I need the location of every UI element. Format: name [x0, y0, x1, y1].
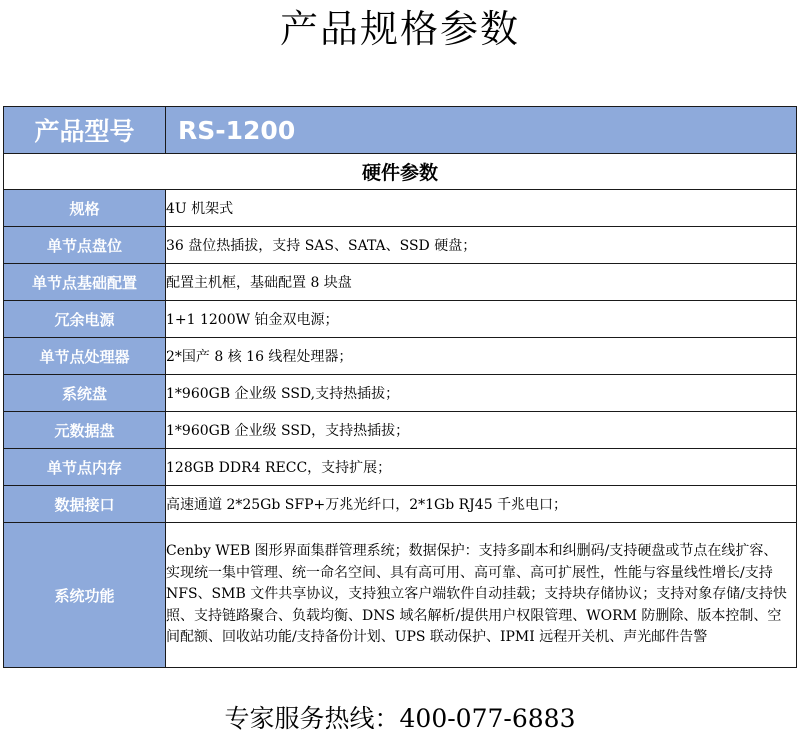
- section-title: 硬件参数: [4, 154, 797, 190]
- model-label: 产品型号: [4, 107, 166, 154]
- spec-label: 系统功能: [4, 523, 166, 668]
- spec-label: 冗余电源: [4, 301, 166, 338]
- spec-value: 配置主机框，基础配置 8 块盘: [166, 264, 797, 301]
- spec-label: 单节点盘位: [4, 227, 166, 264]
- hotline-text: 专家服务热线：400-077-6883: [224, 704, 576, 733]
- spec-label: 数据接口: [4, 486, 166, 523]
- spec-value: Cenby WEB 图形界面集群管理系统；数据保护：支持多副本和纠删码/支持硬盘或节点在线扩容、实现统一集中管理、统一命名空间、具有高可用、高可靠、高可扩展性，性能与容量线性增长/支持 NFS、SMB 文件共享协议，支持独立客户端软件自动挂载；支持块存储协议；支持对象存储/支持快照、支持链路聚合、负载均衡、DNS 域名解析/提供用户权限管理、WORM 防删除、版本控制、空间配额、回收站功能/支持备份计划、UPS 联动保护、IPMI 远程开关机、声光邮件告警: [166, 523, 797, 668]
- spec-row-base-config: [4, 264, 797, 301]
- model-row: [4, 107, 797, 154]
- spec-row-processor: [4, 338, 797, 375]
- spec-label: 单节点处理器: [4, 338, 166, 375]
- spec-value: 高速通道 2*25Gb SFP+万兆光纤口，2*1Gb RJ45 千兆电口；: [166, 486, 797, 523]
- spec-label: 元数据盘: [4, 412, 166, 449]
- spec-value: 1*960GB 企业级 SSD，支持热插拔；: [166, 412, 797, 449]
- spec-row-power-supply: [4, 301, 797, 338]
- model-value: RS-1200: [166, 107, 797, 154]
- page-title: 产品规格参数: [279, 7, 520, 51]
- spec-table: [3, 106, 797, 668]
- spec-row-metadata-disk: [4, 412, 797, 449]
- spec-label: 系统盘: [4, 375, 166, 412]
- spec-row-memory: [4, 449, 797, 486]
- spec-value: 4U 机架式: [166, 190, 797, 227]
- spec-row-drive-bays: [4, 227, 797, 264]
- spec-value: 128GB DDR4 RECC，支持扩展；: [166, 449, 797, 486]
- spec-row-system-disk: [4, 375, 797, 412]
- spec-row-system-features: [4, 523, 797, 668]
- spec-label: 单节点基础配置: [4, 264, 166, 301]
- spec-value: 1+1 1200W 铂金双电源；: [166, 301, 797, 338]
- spec-value: 36 盘位热插拔，支持 SAS、SATA、SSD 硬盘；: [166, 227, 797, 264]
- spec-value: 1*960GB 企业级 SSD,支持热插拔；: [166, 375, 797, 412]
- spec-row-form-factor: [4, 190, 797, 227]
- spec-row-data-interface: [4, 486, 797, 523]
- spec-value: 2*国产 8 核 16 线程处理器；: [166, 338, 797, 375]
- spec-label: 规格: [4, 190, 166, 227]
- spec-label: 单节点内存: [4, 449, 166, 486]
- section-row: [4, 154, 797, 190]
